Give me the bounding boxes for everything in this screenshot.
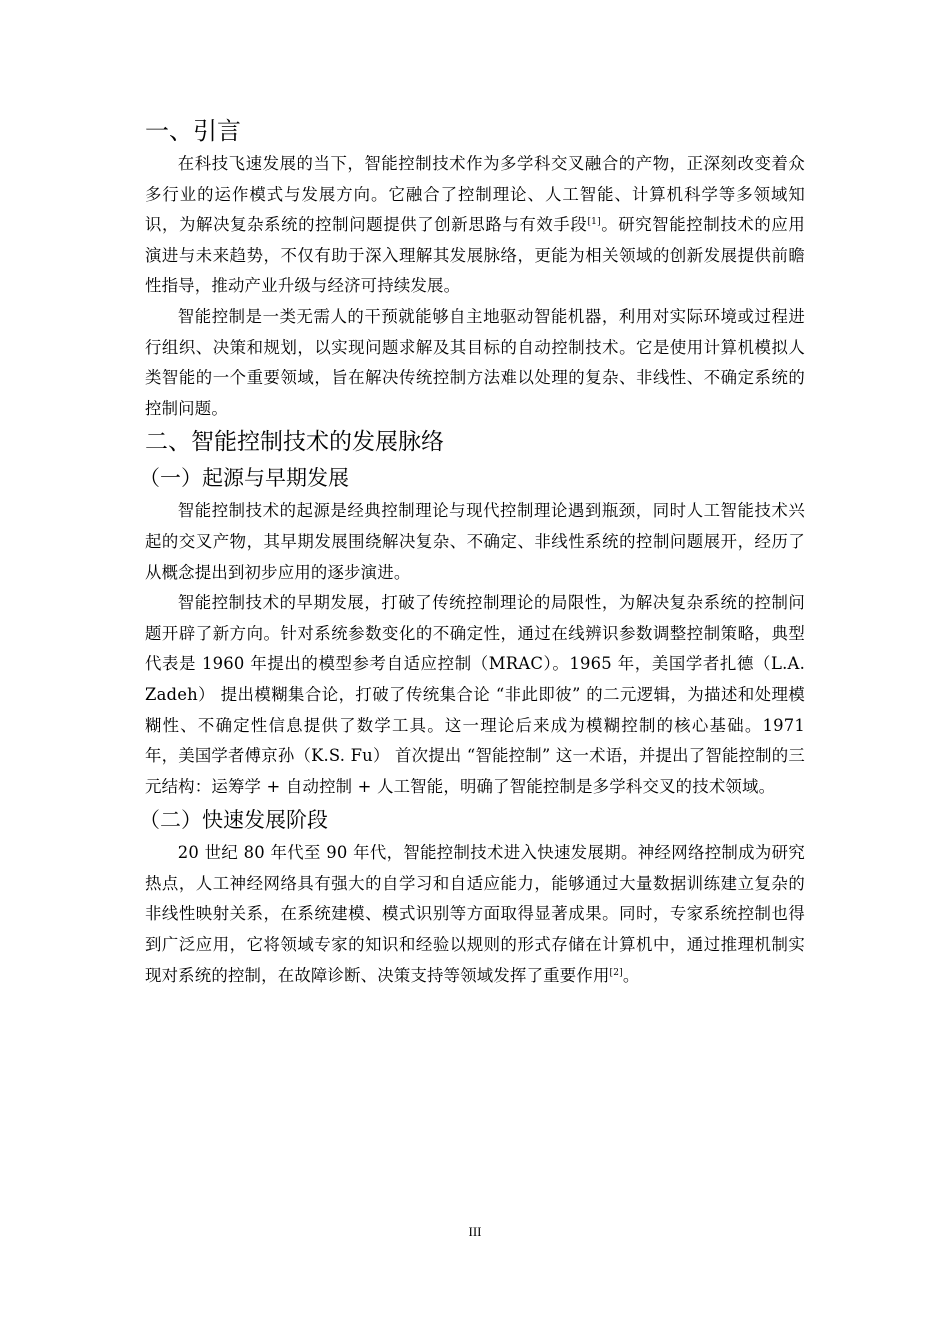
page-number: III [468, 1224, 482, 1239]
subsection-heading-origin: （一）起源与早期发展 [139, 466, 349, 491]
citation-ref-1[interactable]: [1] [587, 217, 601, 228]
section-heading-development: 二、智能控制技术的发展脉络 [145, 429, 444, 456]
section-heading-introduction: 一、引言 [145, 117, 241, 145]
intro-paragraph-1-text: 在科技飞速发展的当下，智能控制技术作为多学科交叉融合的产物，正深刻改变着众多行业的运作模式与发展方向。它融合了控制理论、人工智能、计算机科学等多领域知识，为解决复杂系统的控制问题提供了创新思路与有效手段 [145, 154, 805, 235]
intro-paragraph-2: 智能控制是一类无需人的干预就能够自主地驱动智能机器，利用对实际环境或过程进行组织、决策和规划，以实现问题求解及其目标的自动控制技术。它是使用计算机模拟人类智能的一个重要领域，旨在解决传统控制方法难以处理的复杂、非线性、不确定系统的控制问题。 [145, 306, 805, 418]
origin-paragraph-2: 智能控制技术的早期发展，打破了传统控制理论的局限性，为解决复杂系统的控制问题开辟了新方向。针对系统参数变化的不确定性，通过在线辨识参数调整控制策略，典型代表是 1960 年提出的模型参考自适应控制（MRAC）。1965 年，美国学者扎德（L.A. Zadeh） 提出模糊集合论，打破了传统集合论 “非此即彼” 的二元逻辑，为描述和处理模糊性、不确定性信息提供了数学工具。这一理论后来成为模糊控制的核心基础。1971 年，美国学者傅京孙（K.S. Fu） 首次提出 “智能控制” 这一术语，并提出了智能控制的三元结构：运筹学 + 自动控制 + 人工智能，明确了智能控制是多学科交叉的技术领域。 [145, 593, 805, 796]
rapid-paragraph-1 [145, 838, 805, 991]
origin-paragraph-1: 智能控制技术的起源是经典控制理论与现代控制理论遇到瓶颈，同时人工智能技术兴起的交叉产物，其早期发展围绕解决复杂、不确定、非线性系统的控制问题展开，经历了从概念提出到初步应用的逐步演进。 [145, 501, 805, 582]
page-content [139, 113, 805, 991]
rapid-paragraph-1-text-after: 。 [622, 965, 640, 985]
subsection-heading-rapid-development: （二）快速发展阶段 [139, 808, 328, 833]
intro-paragraph-1 [145, 149, 805, 302]
citation-ref-2[interactable]: [2] [609, 967, 623, 978]
intro-paragraph-1-text-after: 。研究智能控制技术的应用演进与未来趋势，不仅有助于深入理解其发展脉络，更能为相关领域的创新发展提供前瞻性指导，推动产业升级与经济可持续发展。 [145, 215, 805, 296]
rapid-paragraph-1-text: 20 世纪 80 年代至 90 年代，智能控制技术进入快速发展期。神经网络控制成为研究热点，人工神经网络具有强大的自学习和自适应能力，能够通过大量数据训练建立复杂的非线性映射关系，在系统建模、模式识别等方面取得显著成果。同时，专家系统控制也得到广泛应用，它将领域专家的知识和经验以规则的形式存储在计算机中，通过推理机制实现对系统的控制，在故障诊断、决策支持等领域发挥了重要作用 [145, 843, 805, 985]
